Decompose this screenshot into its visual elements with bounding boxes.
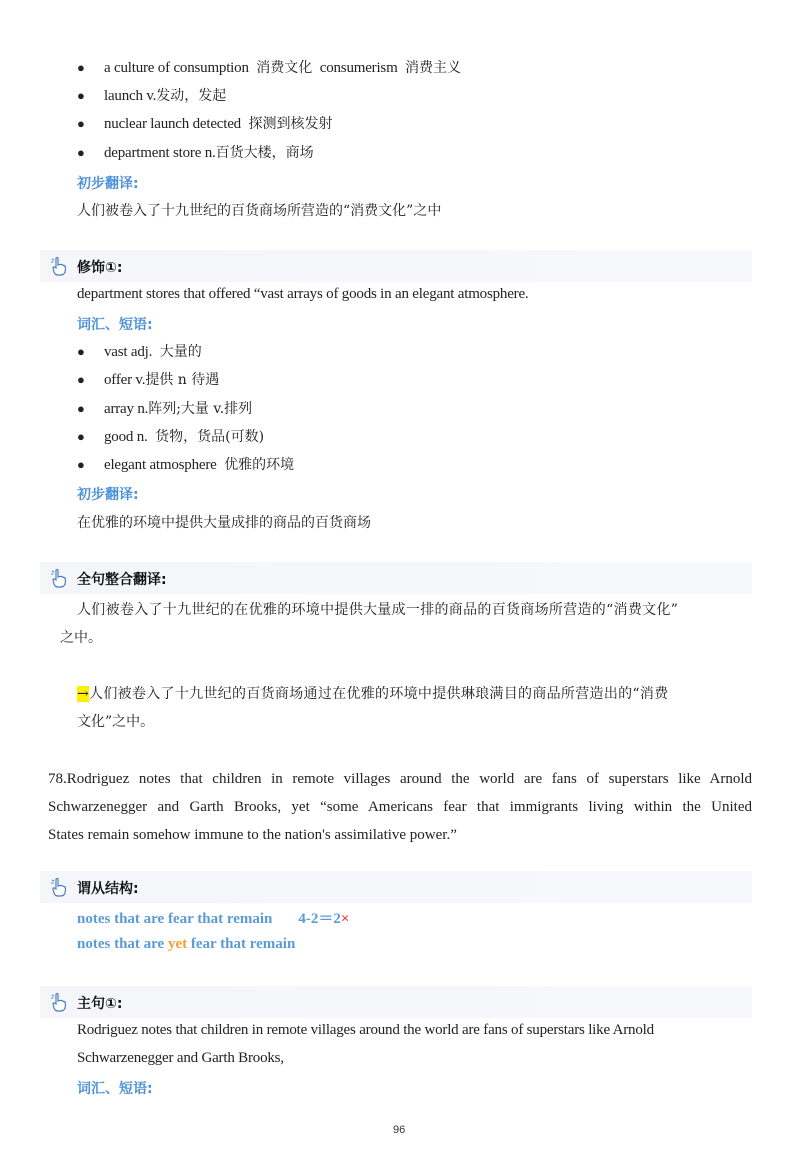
- page-number: 96: [393, 1124, 406, 1136]
- section-title-main-clause: 主句①:: [77, 996, 123, 1012]
- label-vocabulary: 词汇、短语:: [77, 1081, 153, 1097]
- pointing-hand-icon: [50, 992, 68, 1012]
- full-translation-line: 人们被卷入了十九世纪的在优雅的环境中提供大量成一排的商品的百货商场所营造的“消费文化”: [77, 602, 679, 618]
- arrow-icon: →: [77, 686, 90, 702]
- refined-translation-line: 文化”之中。: [77, 714, 155, 730]
- vocab-item: ● vast adj. 大量的: [77, 344, 202, 360]
- structure-line: notes that are yet fear that remain: [77, 936, 296, 952]
- section-band: [40, 250, 752, 282]
- main-clause-line: Schwarzenegger and Garth Brooks,: [77, 1050, 284, 1066]
- vocab-item: ● nuclear launch detected 探测到核发射: [77, 116, 333, 132]
- prelim-translation-1: 人们被卷入了十九世纪的百货商场所营造的“消费文化”之中: [77, 203, 442, 219]
- vocab-item: ● department store n.百货大楼，商场: [77, 145, 314, 161]
- refined-translation-line: →人们被卷入了十九世纪的百货商场通过在优雅的环境中提供琳琅满目的商品所营造出的“消费: [77, 686, 669, 702]
- vocab-item: ● a culture of consumption 消费文化 consumerism 消费主义: [77, 60, 462, 76]
- full-translation-line: 之中。: [60, 630, 102, 646]
- bullet-icon: ●: [77, 60, 85, 75]
- section-title-full-translation: 全句整合翻译:: [77, 572, 167, 588]
- bullet-icon: ●: [77, 88, 85, 103]
- vocab-item: ● launch v.发动，发起: [77, 88, 227, 104]
- vocab-item: ● offer v.提供 n 待遇: [77, 372, 220, 388]
- bullet-icon: ●: [77, 457, 85, 472]
- vocab-item: ● array n.阵列;大量 v.排列: [77, 401, 253, 417]
- pointing-hand-icon: [50, 568, 68, 588]
- question-78-paragraph: 78.Rodriguez notes that children in remote villages around the world are fans of superstars like Arnold Schwarzenegger and Garth Brooks, yet “some Americans fear that immigrants living within the United States remain somehow immune to the nation's assimilative power.”: [48, 771, 752, 843]
- structure-line: notes that are fear that remain 4-2＝2×: [77, 911, 350, 927]
- prelim-translation-2: 在优雅的环境中提供大量成排的商品的百货商场: [77, 515, 371, 531]
- section-band: [40, 986, 752, 1018]
- label-prelim-translation: 初步翻译:: [77, 487, 139, 503]
- pointing-hand-icon: [50, 877, 68, 897]
- wrong-mark: ×: [340, 911, 350, 927]
- main-clause-line: Rodriguez notes that children in remote villages around the world are fans of superstars like Arnold: [77, 1022, 654, 1038]
- bullet-icon: ●: [77, 116, 85, 131]
- section-title-modifier: 修饰①:: [77, 260, 123, 276]
- bullet-icon: ●: [77, 145, 85, 160]
- bullet-icon: ●: [77, 429, 85, 444]
- bullet-icon: ●: [77, 401, 85, 416]
- section-title-predicate: 谓从结构:: [77, 881, 139, 897]
- pointing-hand-icon: [50, 256, 68, 276]
- vocab-item: ● good n. 货物，货品(可数): [77, 429, 265, 445]
- label-vocabulary: 词汇、短语:: [77, 317, 153, 333]
- section-band: [40, 871, 752, 903]
- label-prelim-translation: 初步翻译:: [77, 176, 139, 192]
- bullet-icon: ●: [77, 372, 85, 387]
- modifier-sentence: department stores that offered “vast arrays of goods in an elegant atmosphere.: [77, 286, 529, 302]
- vocab-item: ● elegant atmosphere 优雅的环境: [77, 457, 295, 473]
- bullet-icon: ●: [77, 344, 85, 359]
